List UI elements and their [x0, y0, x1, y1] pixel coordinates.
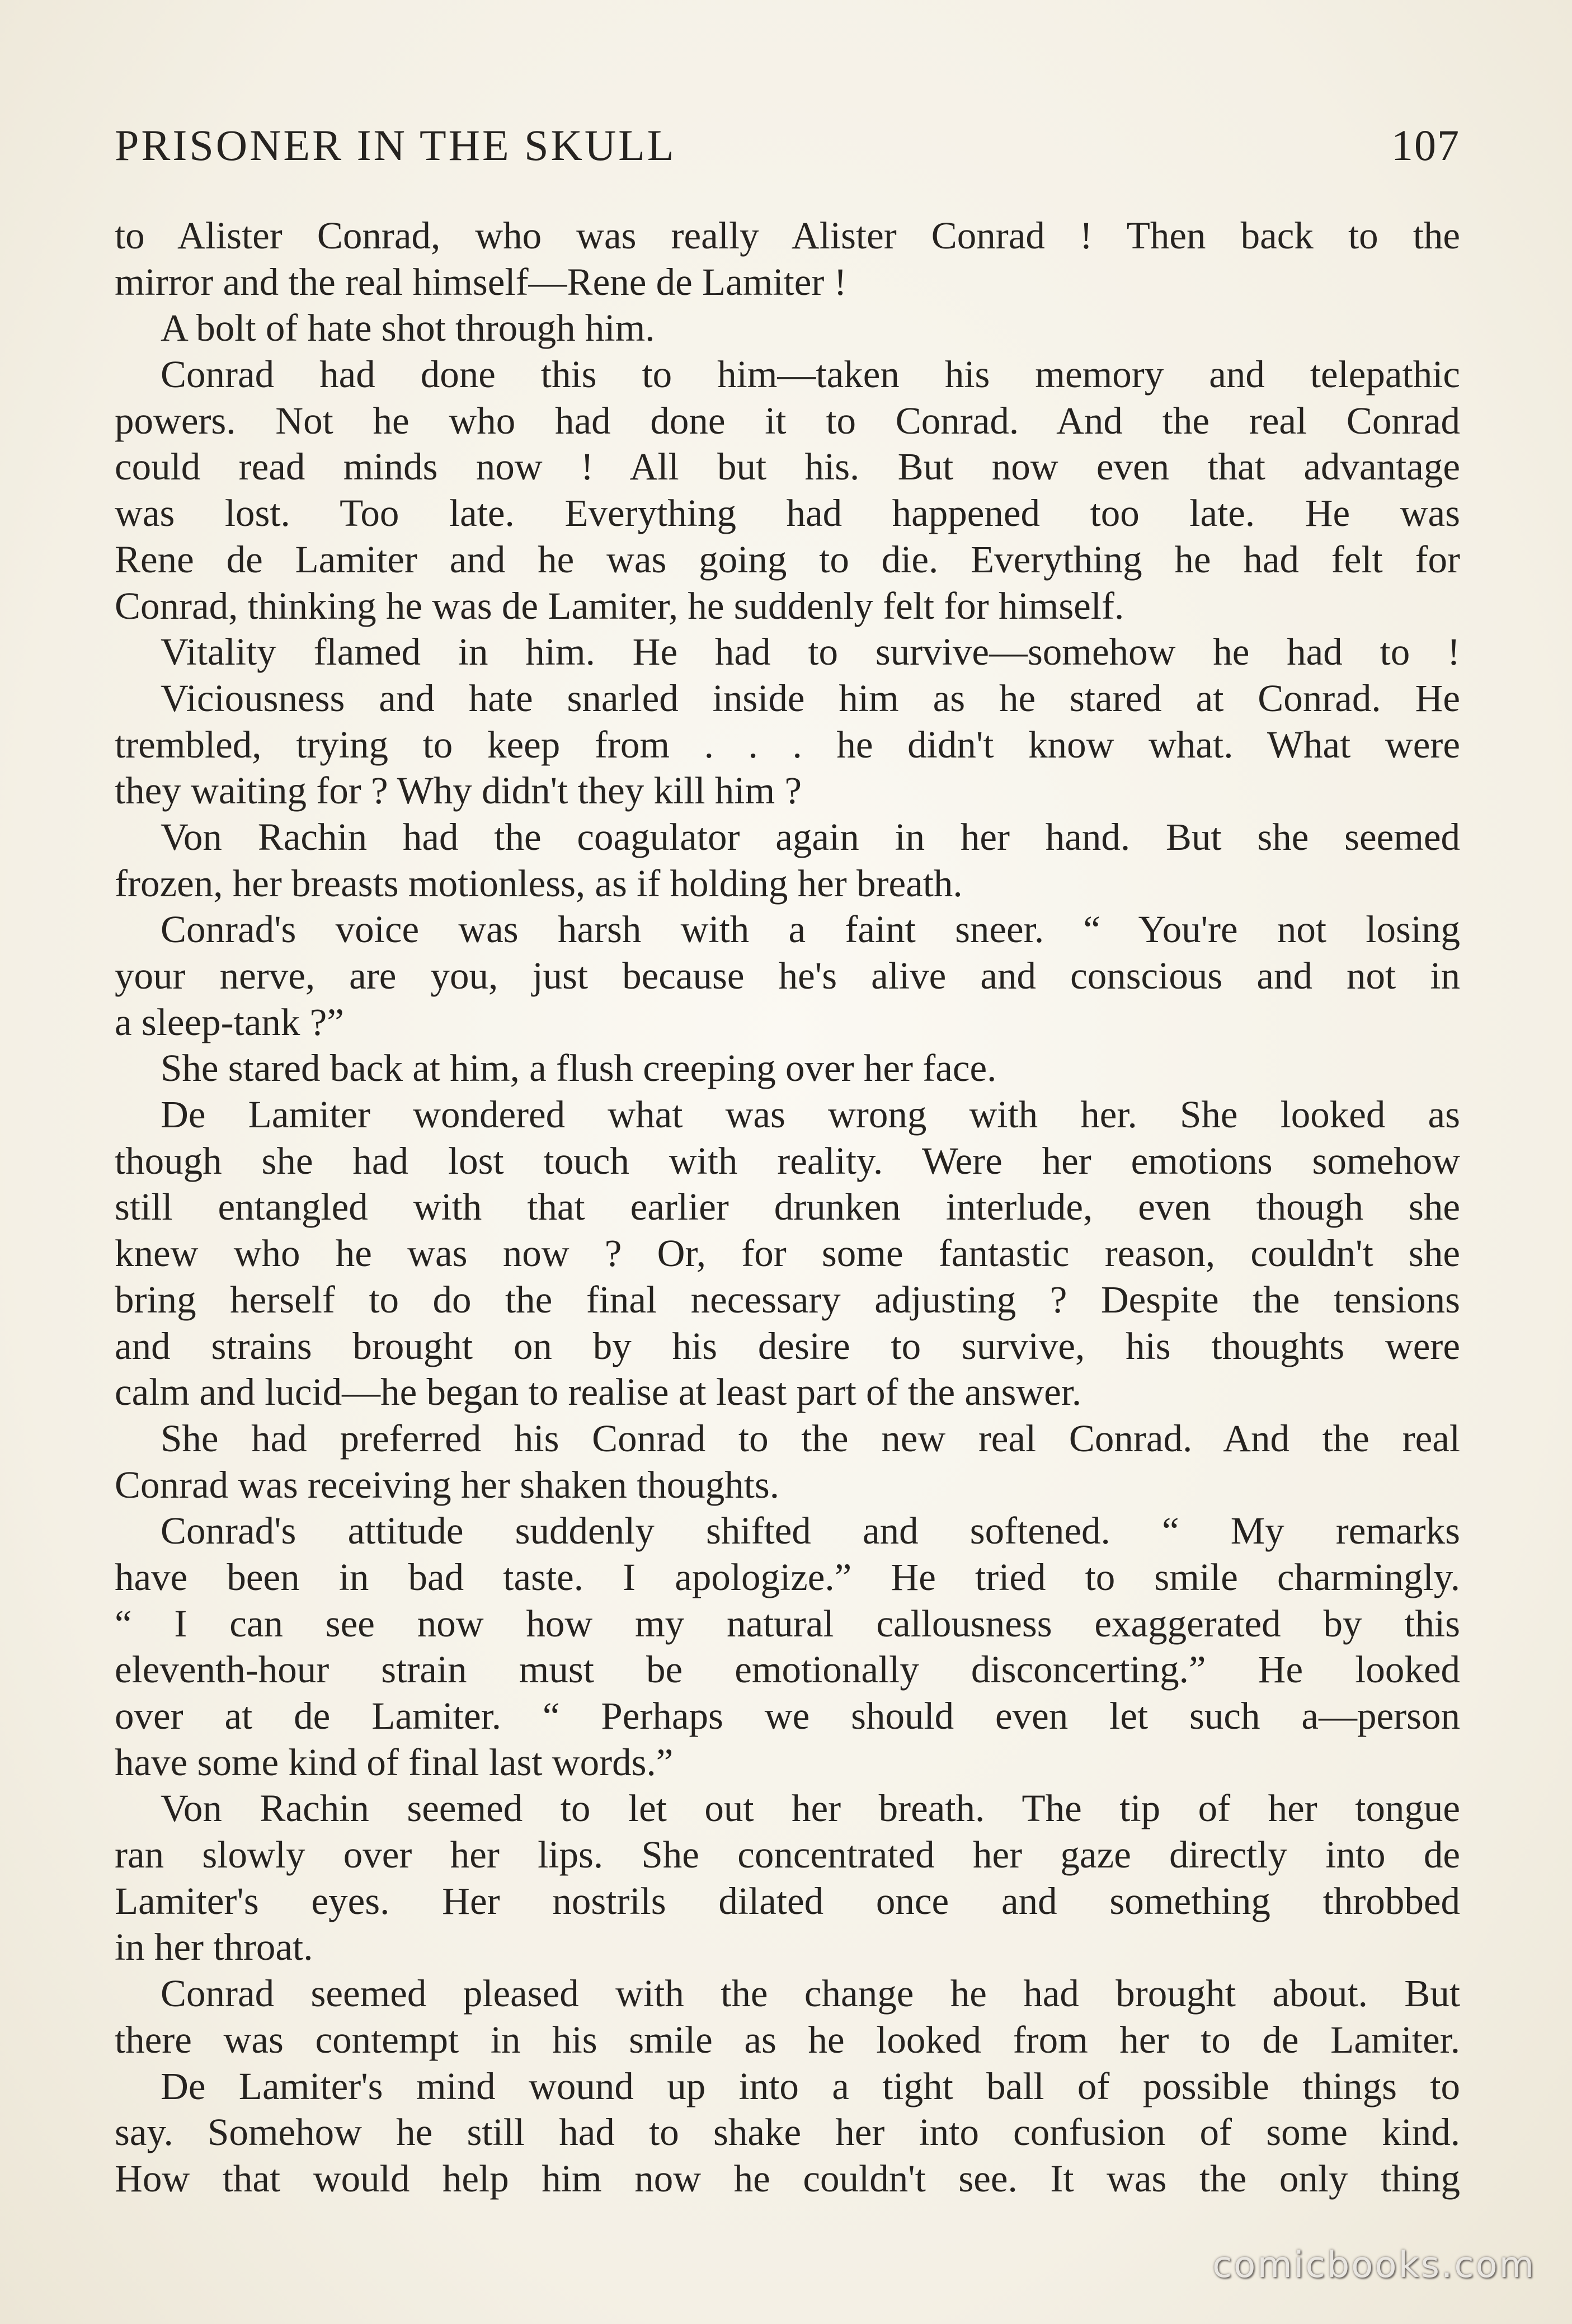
text-line: Conrad's voice was harsh with a faint sneer. “ You're not losing	[161, 908, 1460, 951]
text-line: Von Rachin seemed to let out her breath. The tip of her tongue	[161, 1787, 1460, 1830]
text-line: have some kind of final last words.”	[115, 1740, 674, 1784]
text-line: a sleep-tank ?”	[115, 1000, 344, 1043]
text-line: there was contempt in his smile as he looked from her to de Lamiter.	[115, 2018, 1460, 2061]
text-line: over at de Lamiter. “ Perhaps we should even let such a—person	[115, 1695, 1460, 1737]
body-text	[115, 213, 1460, 2202]
text-line: How that would help him now he couldn't see. It was the only thing	[115, 2157, 1460, 2200]
text-line: Conrad had done this to him—taken his memory and telepathic	[161, 353, 1460, 396]
text-line: and strains brought on by his desire to survive, his thoughts were	[115, 1324, 1460, 1367]
text-line: eleventh-hour strain must be emotionally disconcerting.” He looked	[115, 1648, 1460, 1691]
text-line: She had preferred his Conrad to the new real Conrad. And the real	[161, 1417, 1460, 1460]
text-line: frozen, her breasts motionless, as if holding her breath.	[115, 862, 963, 905]
text-line: “ I can see now how my natural callousness exaggerated by this	[115, 1602, 1460, 1645]
text-line: your nerve, are you, just because he's alive and conscious and not in	[115, 954, 1460, 997]
text-line: say. Somehow he still had to shake her into confusion of some kind.	[115, 2111, 1460, 2154]
site-watermark: comicbooks.com	[1212, 2245, 1536, 2286]
text-line: to Alister Conrad, who was really Alister Conrad ! Then back to the	[115, 214, 1460, 257]
text-line: Viciousness and hate snarled inside him as he stared at Conrad. He	[161, 676, 1460, 719]
text-line: De Lamiter wondered what was wrong with her. She looked as	[161, 1093, 1460, 1136]
text-line: A bolt of hate shot through him.	[161, 307, 655, 350]
text-line: Conrad was receiving her shaken thoughts.	[115, 1463, 780, 1506]
text-line: was lost. Too late. Everything had happened too late. He was	[115, 492, 1460, 535]
text-line: Conrad's attitude suddenly shifted and softened. “ My remarks	[161, 1509, 1460, 1553]
text-line: Conrad, thinking he was de Lamiter, he suddenly felt for himself.	[115, 584, 1124, 627]
text-line: though she had lost touch with reality. Were her emotions somehow	[115, 1139, 1460, 1182]
running-head	[115, 115, 1460, 176]
text-line: Vitality flamed in him. He had to survive—somehow he had to !	[161, 631, 1460, 674]
text-line: Rene de Lamiter and he was going to die. Everything he had felt for	[115, 538, 1460, 581]
text-line: calm and lucid—he began to realise at least part of the answer.	[115, 1371, 1082, 1414]
text-line: still entangled with that earlier drunken interlude, even though she	[115, 1185, 1460, 1229]
text-line: could read minds now ! All but his. But now even that advantage	[115, 445, 1460, 488]
text-line: mirror and the real himself—Rene de Lamiter !	[115, 260, 847, 303]
text-line: have been in bad taste. I apologize.” He tried to smile charmingly.	[115, 1555, 1460, 1598]
text-line: Lamiter's eyes. Her nostrils dilated once and something throbbed	[115, 1879, 1460, 1922]
text-line: Conrad seemed pleased with the change he had brought about. But	[161, 1972, 1460, 2015]
text-line: ran slowly over her lips. She concentrated her gaze directly into de	[115, 1833, 1460, 1876]
text-line: bring herself to do the final necessary adjusting ? Despite the tensions	[115, 1278, 1460, 1321]
text-line: She stared back at him, a flush creeping over her face.	[161, 1047, 997, 1090]
text-line: De Lamiter's mind wound up into a tight ball of possible things to	[161, 2064, 1460, 2107]
text-line: Von Rachin had the coagulator again in her hand. But she seemed	[161, 815, 1460, 858]
text-line: trembled, trying to keep from . . . he didn't know what. What were	[115, 723, 1460, 766]
text-line: knew who he was now ? Or, for some fantastic reason, couldn't she	[115, 1232, 1460, 1275]
text-line: they waiting for ? Why didn't they kill him ?	[115, 769, 802, 812]
page-number: 107	[1391, 121, 1460, 170]
running-title: PRISONER IN THE SKULL	[115, 121, 676, 170]
text-line: powers. Not he who had done it to Conrad. And the real Conrad	[115, 399, 1460, 442]
text-line: in her throat.	[115, 1926, 313, 1969]
